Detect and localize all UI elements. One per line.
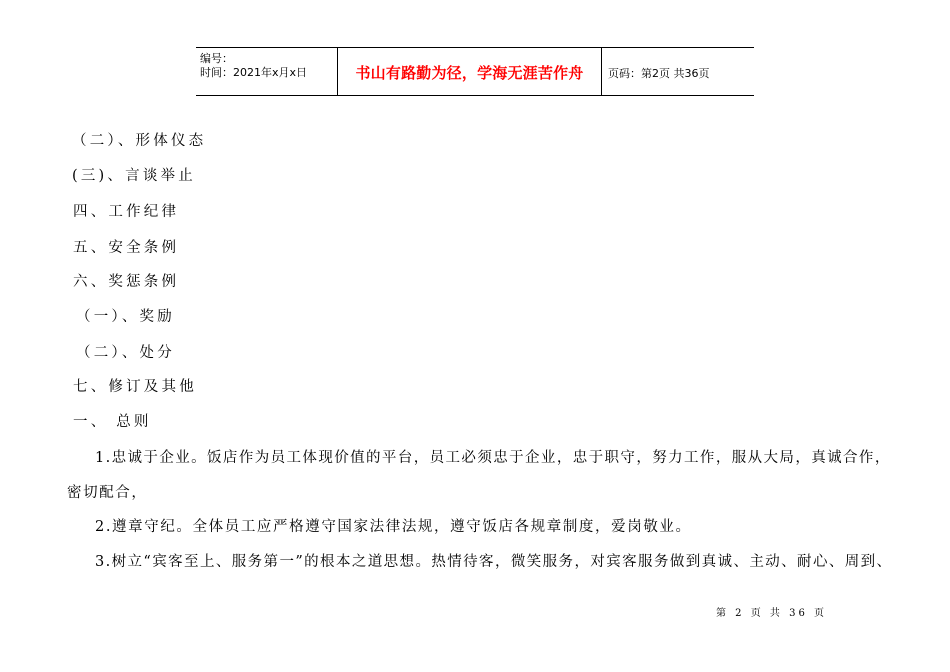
page-header: [196, 47, 754, 96]
outline-item: 七、修订及其他: [73, 379, 197, 395]
outline-item: （二）、形体仪态: [72, 133, 207, 149]
body-paragraph: 1.忠诚于企业。饭店作为员工体现价值的平台，员工必须忠于企业，忠于职守，努力工作，服从大局，真诚合作，: [95, 450, 891, 466]
outline-item: (三)、言谈举止: [72, 168, 196, 184]
section-heading: 一、 总则: [73, 414, 152, 430]
header-meta-cell: [196, 48, 338, 95]
body-paragraph: 2.遵章守纪。全体员工应严格遵守国家法律法规，遵守饭店各规章制度，爱岗敬业。: [95, 519, 692, 535]
page-footer: 第 2 页 共 36 页: [716, 608, 827, 619]
header-page-info: 页码：第2页 共36页: [608, 66, 710, 80]
body-paragraph: 3.树立“宾客至上、服务第一”的根本之道思想。热情待客，微笑服务，对宾客服务做到真诚、主动、耐心、周到、: [95, 554, 893, 570]
outline-item: （一）、奖励: [76, 309, 175, 325]
body-paragraph: 密切配合，: [67, 485, 148, 501]
outline-item: 六、奖惩条例: [73, 274, 180, 290]
time-label: 时间：2021年x月x日: [200, 66, 308, 79]
outline-item: 四、工作纪律: [73, 204, 180, 220]
header-motto: 书山有路勤为径，学海无涯苦作舟: [338, 48, 602, 95]
outline-item: 五、安全条例: [73, 240, 180, 256]
number-label: 编号：: [200, 52, 233, 65]
outline-item: （二）、处分: [76, 345, 175, 361]
